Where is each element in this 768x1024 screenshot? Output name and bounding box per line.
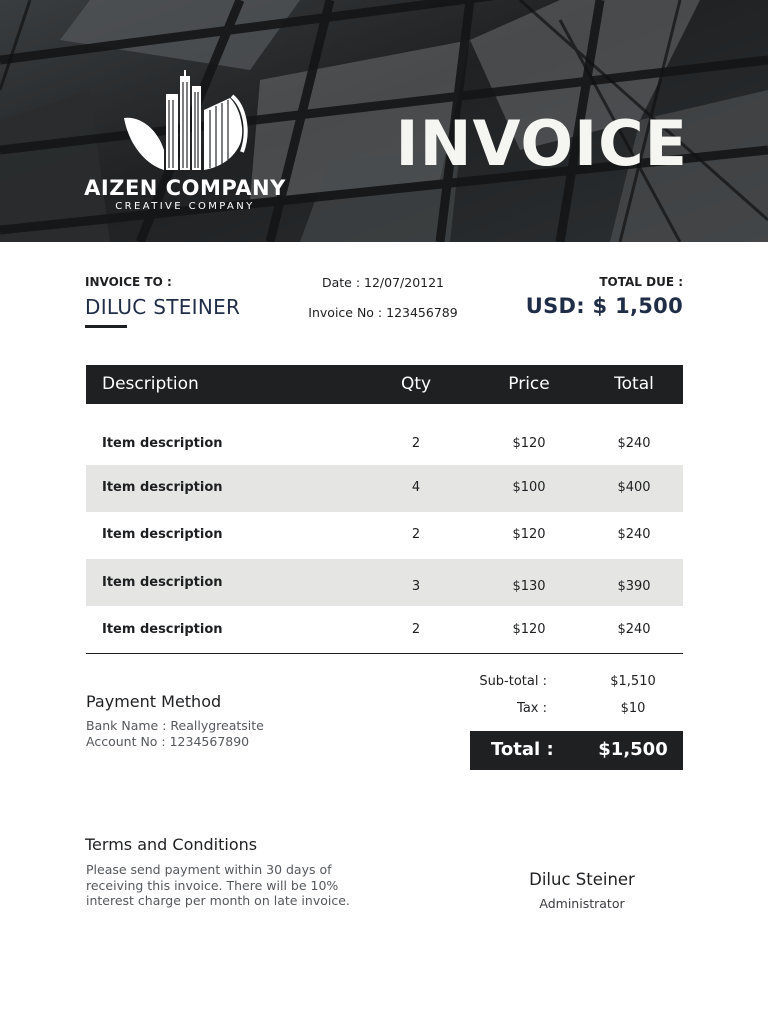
row-total: $240 <box>617 622 651 637</box>
terms-title: Terms and Conditions <box>85 835 258 854</box>
table-row <box>86 559 683 606</box>
row-qty: 3 <box>411 579 421 594</box>
invoice-header-banner <box>0 0 768 242</box>
account-number: Account No : 1234567890 <box>86 734 250 749</box>
table-row <box>86 606 683 653</box>
row-price: $120 <box>512 622 546 637</box>
client-name: DILUC STEINER <box>85 295 241 319</box>
row-qty: 4 <box>411 480 421 495</box>
company-name: AIZEN COMPANY <box>84 176 286 200</box>
row-total: $400 <box>617 480 651 495</box>
subtotal-label: Sub-total : <box>479 674 547 689</box>
header-description: Description <box>102 374 199 394</box>
row-description: Item description <box>102 480 223 495</box>
grand-total-box <box>470 731 683 770</box>
client-name-underline <box>85 325 127 328</box>
invoice-date: Date : 12/07/20121 <box>321 275 445 290</box>
grand-total-value: $1,500 <box>598 739 668 760</box>
header-price: Price <box>508 374 550 394</box>
bank-name: Bank Name : Reallygreatsite <box>86 718 264 733</box>
subtotal-value: $1,510 <box>610 674 656 689</box>
items-table-header <box>86 365 683 404</box>
row-description: Item description <box>102 527 223 542</box>
row-price: $130 <box>512 579 546 594</box>
row-total: $240 <box>617 436 651 451</box>
row-qty: 2 <box>411 527 421 542</box>
tax-value: $10 <box>620 701 646 716</box>
row-description: Item description <box>102 622 223 637</box>
header-qty: Qty <box>400 374 432 394</box>
row-qty: 2 <box>411 622 421 637</box>
total-due-label: TOTAL DUE : <box>599 275 683 289</box>
company-tagline: CREATIVE COMPANY <box>115 201 255 212</box>
row-description: Item description <box>102 436 223 451</box>
total-due-amount: USD: $ 1,500 <box>525 294 683 318</box>
payment-method-title: Payment Method <box>86 692 222 711</box>
table-bottom-divider <box>86 653 683 654</box>
row-price: $120 <box>512 527 546 542</box>
row-total: $390 <box>617 579 651 594</box>
table-row <box>86 465 683 512</box>
terms-body: Please send payment within 30 days of receiving this invoice. There will be 10% interest charge per month on late invoice. <box>86 862 350 908</box>
row-qty: 2 <box>411 436 421 451</box>
row-price: $120 <box>512 436 546 451</box>
tax-label: Tax : <box>517 701 547 716</box>
signatory-role: Administrator <box>539 896 625 911</box>
grand-total-label: Total : <box>491 739 554 760</box>
row-description: Item description <box>102 575 223 590</box>
table-row <box>86 420 683 467</box>
invoice-to-label: INVOICE TO : <box>85 275 172 289</box>
signatory-name: Diluc Steiner <box>529 870 635 889</box>
table-row <box>86 511 683 558</box>
company-logo-icon <box>120 70 250 174</box>
row-price: $100 <box>512 480 546 495</box>
header-total: Total <box>614 374 654 394</box>
row-total: $240 <box>617 527 651 542</box>
invoice-title: INVOICE <box>395 107 688 180</box>
invoice-number: Invoice No : 123456789 <box>308 305 458 320</box>
